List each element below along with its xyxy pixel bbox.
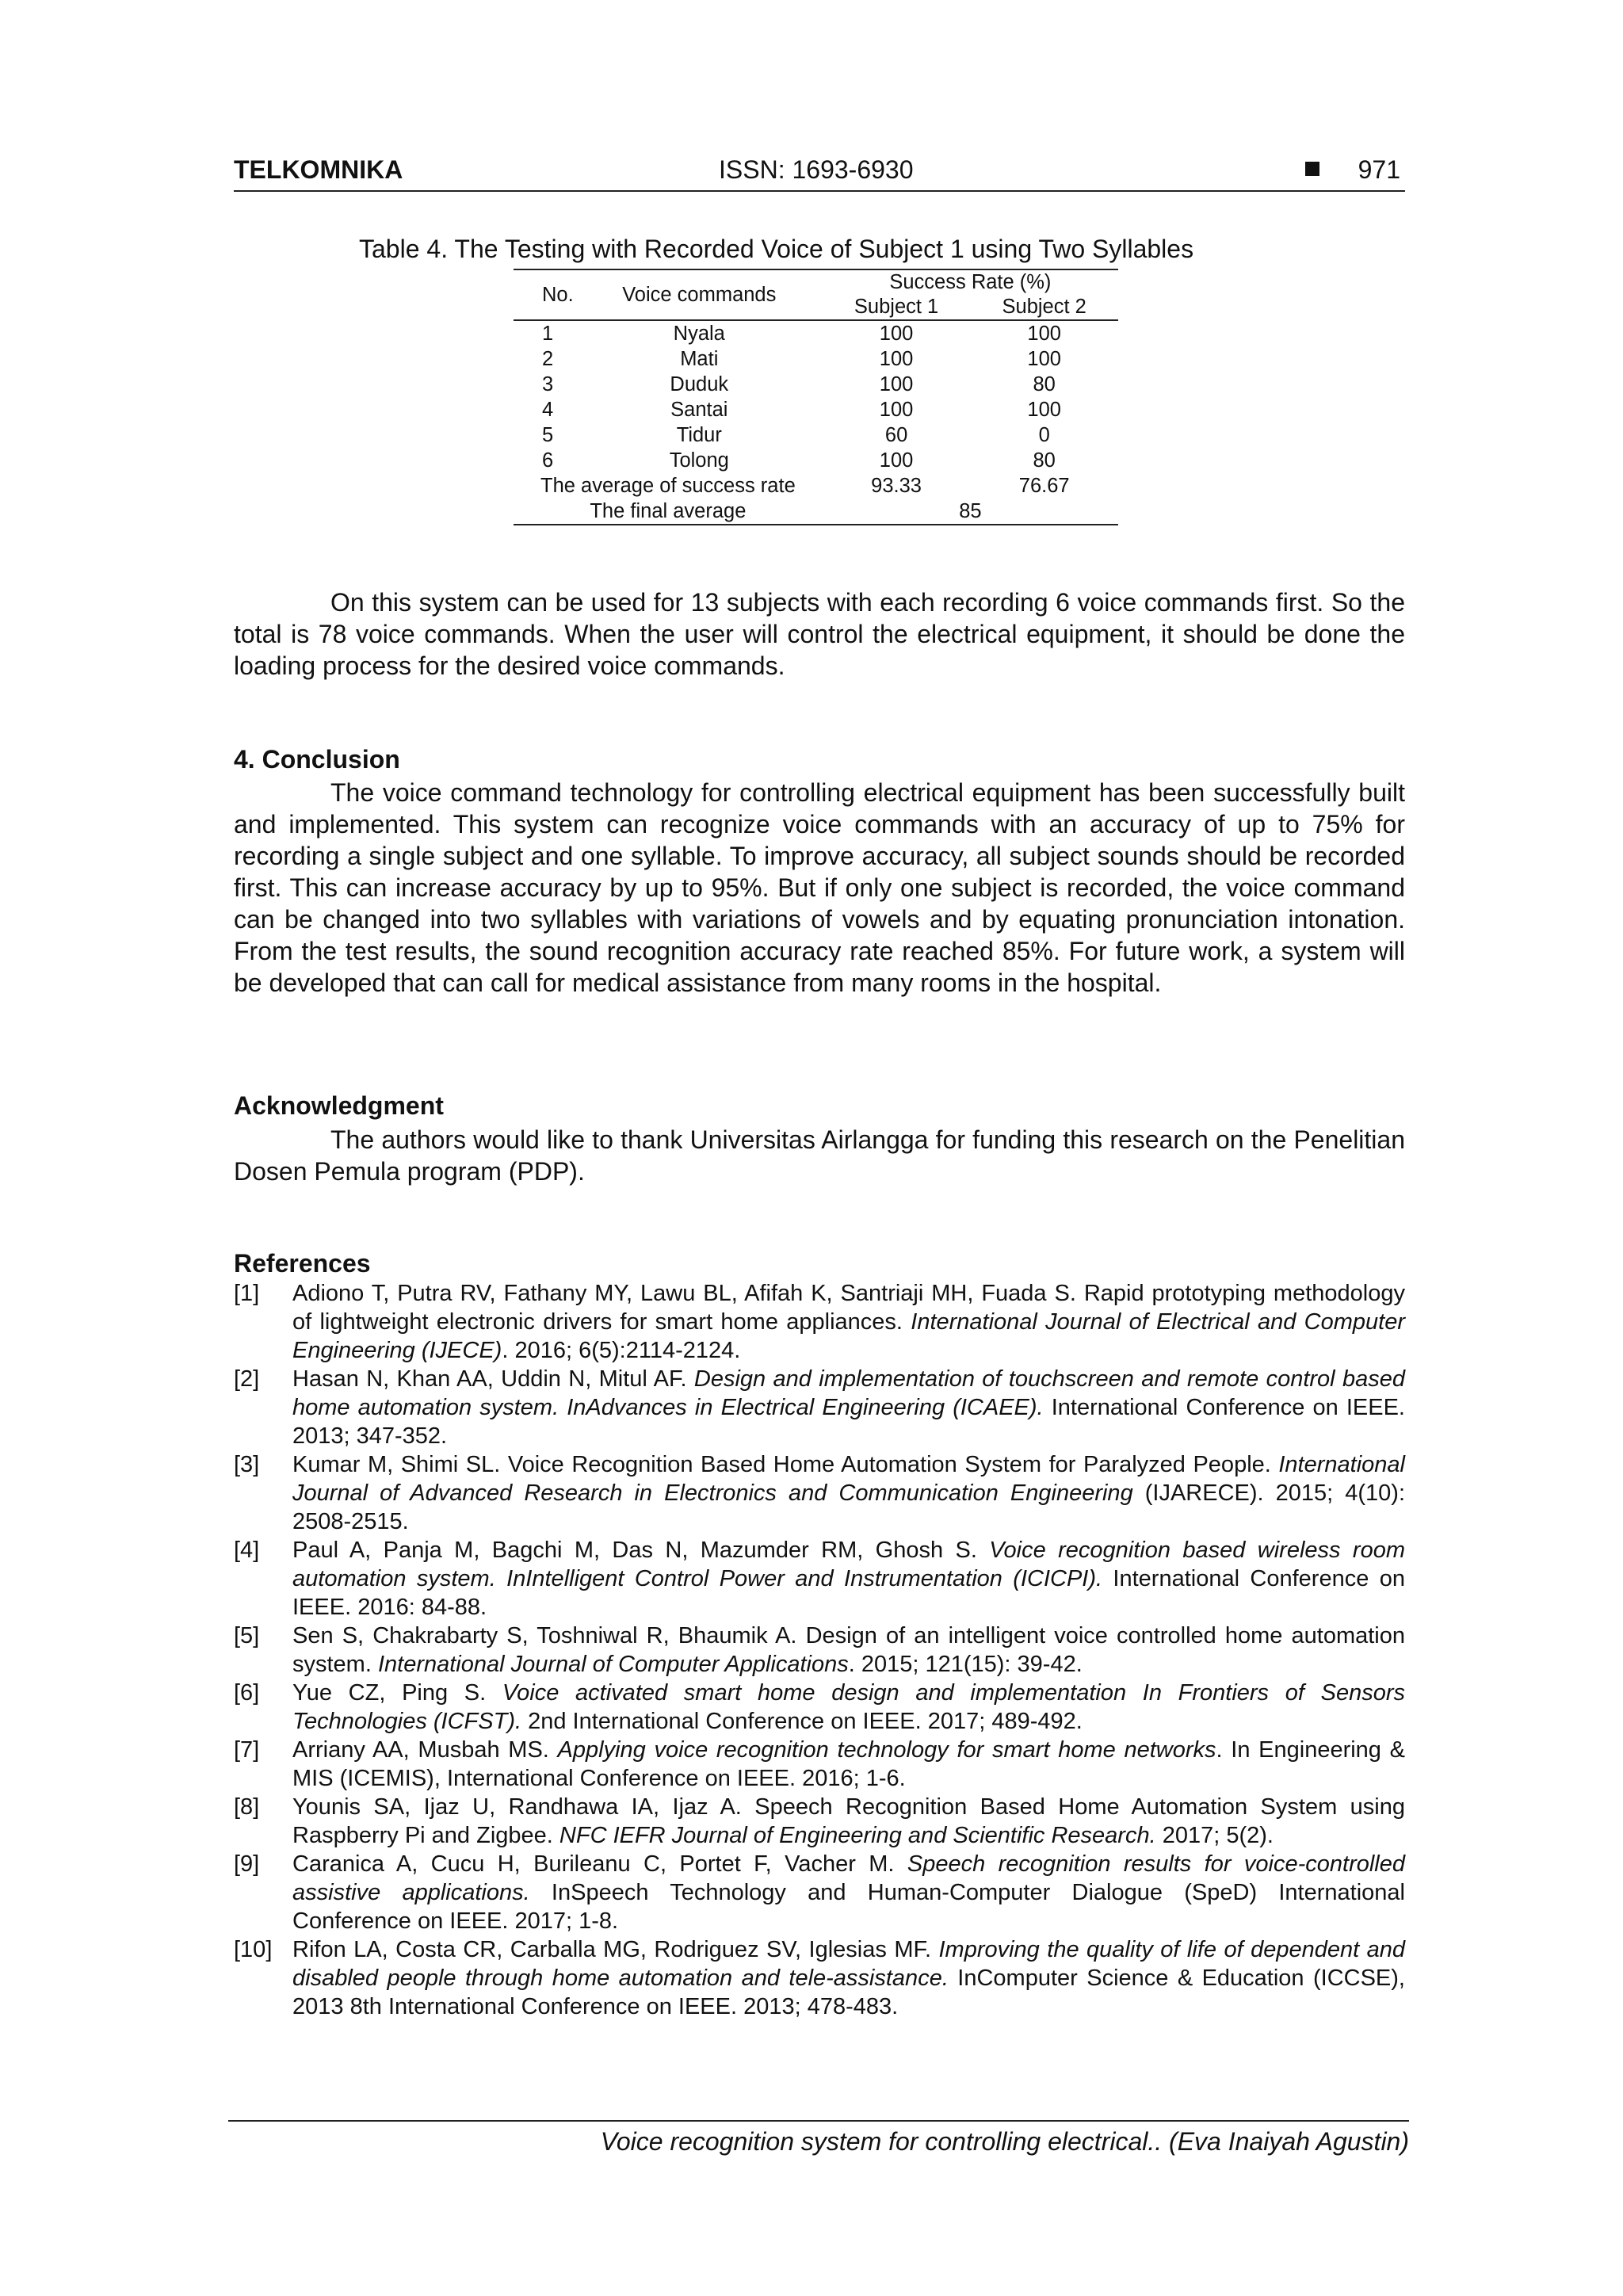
reference-item: [7] Arriany AA, Musbah MS. Applying voice recognition technology for smart home networks. In Engineering & MIS (ICEMIS), International Conference on IEEE. 2016; 1-6. (234, 1737, 1405, 1791)
table-row: 4 Santai 100 100 (542, 399, 1061, 421)
square-bullet-icon (1305, 162, 1319, 176)
table-row: 5 Tidur 60 0 (542, 424, 1050, 446)
reference-item: [3] Kumar M, Shimi SL. Voice Recognition Based Home Automation System for Paralyzed People. International Journal of Advanced Research in Electronics and Communication Engineering (IJARECE). 2015; 4(10): 2508-2515. (234, 1452, 1405, 1534)
col-header-no: No. (514, 269, 576, 320)
col-header-subject-1: Subject 1 (854, 296, 939, 318)
reference-item: [5] Sen S, Chakrabarty S, Toshniwal R, Bhaumik A. Design of an intelligent voice controlled home automation system. International Journal of Computer Applications. 2015; 121(15): 39-42. (234, 1623, 1405, 1677)
average-row (514, 473, 1118, 499)
running-footer: Voice recognition system for controlling electrical.. (Eva Inaiyah Agustin) (600, 2127, 1409, 2156)
acknowledgment-heading: Acknowledgment (234, 1091, 444, 1120)
references-heading: References (234, 1249, 371, 1278)
reference-item: [9] Caranica A, Cucu H, Burileanu C, Portet F, Vacher M. Speech recognition results for voice-controlled assistive applications. InSpeech Technology and Human-Computer Dialogue (SpeD) International Conference on IEEE. 2017; 1-8. (234, 1851, 1406, 1934)
col-header-subject-2: Subject 2 (1002, 296, 1086, 318)
table-row: 1 Nyala 100 100 (514, 320, 1118, 346)
average-subject-1: 93.33 (871, 475, 922, 497)
reference-item: [10] Rifon LA, Costa CR, Carballa MG, Rodriguez SV, Iglesias MF. Improving the quality of life of dependent and disabled people through home automation and tele-assistance. InComputer Science & Education (ICCSE), 2013 8th International Conference on IEEE. 2013; 478-483. (234, 1937, 1405, 2019)
reference-item: [6] Yue CZ, Ping S. Voice activated smart home design and implementation In Frontiers of Sensors Technologies (ICFST). 2nd International Conference on IEEE. 2017; 489-492. (234, 1680, 1405, 1734)
footer-divider (228, 2120, 1409, 2122)
table-row: 6 Tolong 100 80 (542, 449, 1056, 472)
reference-item: [1] Adiono T, Putra RV, Fathany MY, Lawu BL, Afifah K, Santriaji MH, Fuada S. Rapid prototyping methodology of lightweight electronic drivers for smart home appliances. International Journal of Electrical and Computer Engineering (IJECE). 2016; 6(5):2114-2124. (234, 1281, 1405, 1363)
table-caption: Table 4. The Testing with Recorded Voice of Subject 1 using Two Syllables (359, 235, 1194, 263)
final-average-row (514, 499, 1118, 525)
conclusion-heading: 4. Conclusion (234, 745, 400, 774)
average-label: The average of success rate (540, 475, 796, 497)
table-row: 2 Mati 100 100 (542, 348, 1061, 370)
conclusion-paragraph: The voice command technology for controlling electrical equipment has been successfully built and implemented. This system can recognize voice commands with an accuracy of up to 75% for recording a single subject and one syllable. To improve accuracy, all subject sounds should be recorded first. This can increase accuracy by up to 95%. But if only one subject is recorded, the voice command can be changed into two syllables with variations of vowels and by equating pronunciation intonation. From the test results, the sound recognition accuracy rate reached 85%. For future work, a system will be developed that can call for medical assistance from many rooms in the hospital. (234, 778, 1405, 997)
issn: ISSN: 1693-6930 (719, 155, 914, 184)
intro-paragraph: On this system can be used for 13 subjects with each recording 6 voice commands first. So the total is 78 voice commands. When the user will control the electrical equipment, it should be done the loading process for the desired voice commands. (234, 588, 1405, 680)
average-subject-2: 76.67 (1018, 475, 1070, 497)
journal-name: TELKOMNIKA (234, 155, 403, 184)
acknowledgment-paragraph: The authors would like to thank Universitas Airlangga for funding this research on the Penelitian Dosen Pemula program (PDP). (234, 1125, 1405, 1186)
success-rate-table (514, 269, 1118, 525)
reference-item: [2] Hasan N, Khan AA, Uddin N, Mitul AF. Design and implementation of touchscreen and remote control based home automation system. InAdvances in Electrical Engineering (ICAEE). International Conference on IEEE. 2013; 347-352. (234, 1366, 1405, 1449)
table-row: 3 Duduk 100 80 (542, 373, 1056, 395)
reference-list (234, 1279, 1405, 2021)
reference-item: [4] Paul A, Panja M, Bagchi M, Das N, Mazumder RM, Ghosh S. Voice recognition based wireless room automation system. InIntelligent Control Power and Instrumentation (ICICPI). International Conference on IEEE. 2016: 84-88. (234, 1538, 1405, 1620)
final-average-label: The final average (514, 499, 823, 525)
final-average-value: 85 (823, 499, 1118, 525)
reference-item: [8] Younis SA, Ijaz U, Randhawa IA, Ijaz A. Speech Recognition Based Home Automation System using Raspberry Pi and Zigbee. NFC IEFR Journal of Engineering and Scientific Research. 2017; 5(2). (234, 1794, 1405, 1848)
col-header-voice-commands: Voice commands (576, 269, 823, 320)
running-header (234, 155, 1405, 192)
col-header-success-rate: Success Rate (%) (823, 269, 1118, 295)
page-number: 971 (1358, 155, 1400, 184)
